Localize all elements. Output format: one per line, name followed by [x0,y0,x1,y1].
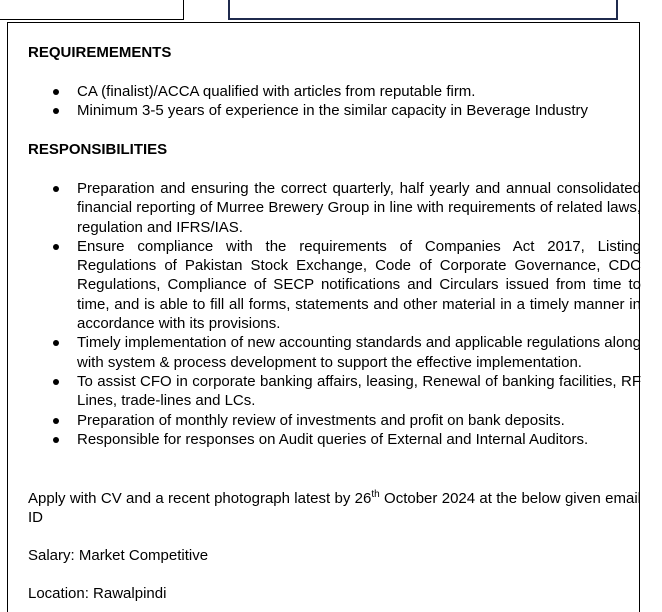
list-item: Preparation of monthly review of investments and profit on bank deposits. [28,411,641,430]
salary-text: Salary: Market Competitive [28,547,209,564]
list-item: CA (finalist)/ACCA qualified with articles from reputable firm. [28,82,641,101]
list-item: To assist CFO in corporate banking affairs, leasing, Renewal of banking facilities, RF Lines, trade-lines and LCs. [28,372,641,411]
bullet-icon [53,379,59,385]
header-title-box [228,0,618,20]
header-strip [0,0,662,22]
apply-instructions: Apply with CV and a recent photograph latest by 26th October 2024 at the below given email ID [28,489,642,527]
job-ad-frame [7,22,640,612]
location-text: Location: Rawalpindi [28,585,167,602]
bullet-icon [53,108,59,114]
bullet-icon [53,437,59,443]
bullet-icon [53,418,59,424]
bullet-icon [53,186,59,192]
list-item: Timely implementation of new accounting standards and applicable regulations along with system & process development to support the effective implementation. [28,333,641,372]
list-item: Minimum 3-5 years of experience in the similar capacity in Beverage Industry [28,101,641,120]
bullet-icon [53,89,59,95]
bullet-icon [53,340,59,346]
header-left-box [0,0,184,20]
requirements-heading: REQUIREMEMENTS [28,44,172,61]
list-item: Ensure compliance with the requirements of Companies Act 2017, Listing Regulations of Pakistan Stock Exchange, Code of Corporate Governance, CDC Regulations, Compliance of SECP notifications and Circulars issued from time to time, and is able to fill all forms, statements and other material in a timely manner in accordance with its provisions. [28,237,641,333]
list-item: Preparation and ensuring the correct quarterly, half yearly and annual consolidated financial reporting of Murree Brewery Group in line with requirements of related laws, regulation and IFRS/IAS. [28,179,641,237]
responsibilities-heading: RESPONSIBILITIES [28,141,168,158]
list-item: Responsible for responses on Audit queries of External and Internal Auditors. [28,430,641,449]
requirements-list [28,82,641,121]
bullet-icon [53,244,59,250]
responsibilities-list [28,179,641,449]
